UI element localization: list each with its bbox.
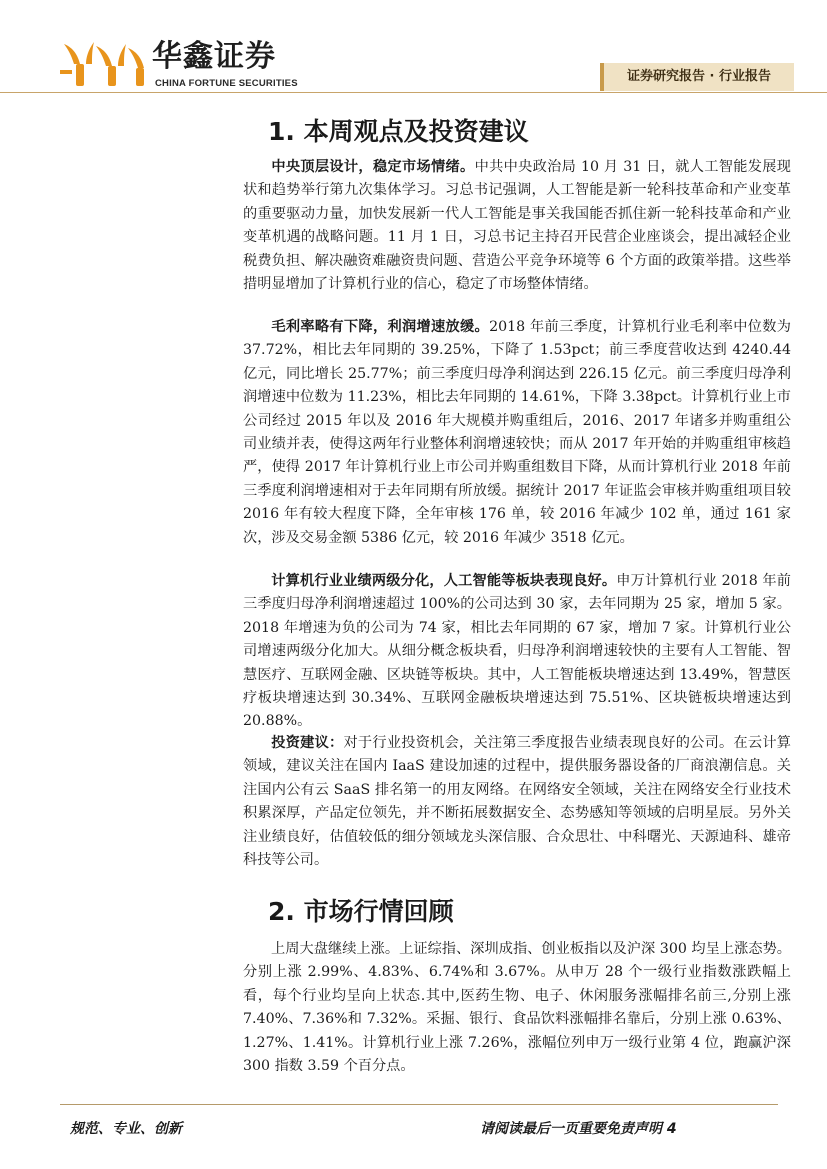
paragraph-margin <box>243 316 791 550</box>
footer-disclaimer-page: 请阅读最后一页重要免责声明 4 <box>480 1121 677 1137</box>
paragraph-text: 中共中央政治局 10 月 31 日，就人工智能发展现状和趋势举行第九次集体学习。习总书记强调，人工智能是新一轮科技革命和产业变革的重要驱动力量，加快发展新一代人工智能是事关我国能否抓住新一轮科技革命和产业变革机遇的战略问题。11 月 1 日，习总书记主持召开民营企业座谈会，提出减轻企业税费负担、解决融资难融资贵问题、营造公平竞争环境等 6 个方面的政策举措。这些举措明显增加了计算机行业的信心，稳定了市场整体情绪。 <box>243 159 791 293</box>
header-divider <box>0 92 827 93</box>
company-name-cn: 华鑫证券 <box>152 39 276 74</box>
company-name-en: CHINA FORTUNE SECURITIES <box>155 78 298 89</box>
paragraph-text: 申万计算机行业 2018 年前三季度归母净利润增速超过 100%的公司达到 30 家，去年同期为 25 家，增加 5 家。2018 年增速为负的公司为 74 家，相比去年同期的 67 家，增加 7 家。计算机行业公司增速两级分化加大。从细分概念板块看，归母净利润增速较快的主要有人工智能、智慧医疗、互联网金融、区块链等板块。其中，人工智能板块增速达到 13.49%，智慧医疗板块增速达到 30.34%、互联网金融板块增速达到 75.51%、区块链板块增速达到 20.88%。 <box>243 573 791 730</box>
footer-divider <box>60 1104 778 1105</box>
paragraph-market-review <box>243 938 791 1078</box>
page-header <box>0 0 827 100</box>
paragraph-investment-advice <box>243 732 791 872</box>
report-type-tag: 证券研究报告 · 行业报告 <box>600 63 794 91</box>
company-logo-icon <box>60 38 152 90</box>
paragraph-lead: 计算机行业业绩两级分化，人工智能等板块表现良好。 <box>271 573 617 589</box>
paragraph-text: 2018 年前三季度，计算机行业毛利率中位数为 37.72%，相比去年同期的 39.25%，下降了 1.53pct；前三季度营收达到 4240.44 亿元，同比增长 25.77%；前三季度归母净利润达到 226.15 亿元。前三季度归母净利润增速中位数为 11.23%，相比去年同期的 14.61%，下降 3.38pct。计算机行业上市公司经过 2015 年以及 2016 年大规模并购重组后，2016、2017 年诸多并购重组公司业绩并表，使得这两年行业整体利润增速较快；而从 2017 年开始的并购重组审核趋严，使得 2017 年计算机行业上市公司并购重组数目下降，从而计算机行业 2018 年前三季度利润增速相对于去年同期有所放缓。据统计 2017 年证监会审核并购重组项目较 2016 年有较大程度下降，全年审核 176 单，较 2016 年减少 102 单，通过 161 家次，涉及交易金额 5386 亿元，较 2016 年减少 3518 亿元。 <box>243 319 791 546</box>
paragraph-text: 上周大盘继续上涨。上证综指、深圳成指、创业板指以及沪深 300 均呈上涨态势。分别上涨 2.99%、4.83%、6.74%和 3.67%。从申万 28 个一级行业指数涨跌幅上看，每个行业均呈向上状态.其中,医药生物、电子、休闲服务涨幅排名前三,分别上涨 7.40%、7.36%和 7.32%。采掘、银行、食品饮料涨幅排名靠后，分别上涨 0.63%、1.27%、1.41%。计算机行业上涨 7.26%，涨幅位列申万一级行业第 4 位，跑赢沪深 300 指数 3.59 个百分点。 <box>243 941 791 1075</box>
paragraph-performance <box>243 570 791 734</box>
paragraph-policy <box>243 156 791 296</box>
section-title-2: 2. 市场行情回顾 <box>268 897 454 926</box>
section-title-1: 1. 本周观点及投资建议 <box>268 117 529 146</box>
paragraph-lead: 中央顶层设计，稳定市场情绪。 <box>271 159 475 175</box>
paragraph-text: 对于行业投资机会，关注第三季度报告业绩表现良好的公司。在云计算领域，建议关注在国内 IaaS 建设加速的过程中，提供服务器设备的厂商浪潮信息。关注国内公有云 SaaS 排名第一的用友网络。在网络安全领域，关注在网络安全行业技术积累深厚，产品定位领先，并不断拓展数据安全、态势感知等领域的启明星辰。另外关注业绩良好，估值较低的细分领域龙头深信服、合众思壮、中科曙光、天源迪科、雄帝科技等公司。 <box>243 735 791 869</box>
paragraph-lead: 毛利率略有下降，利润增速放缓。 <box>271 319 490 335</box>
paragraph-lead: 投资建议： <box>271 735 344 751</box>
footer-slogan: 规范、专业、创新 <box>70 1121 182 1137</box>
